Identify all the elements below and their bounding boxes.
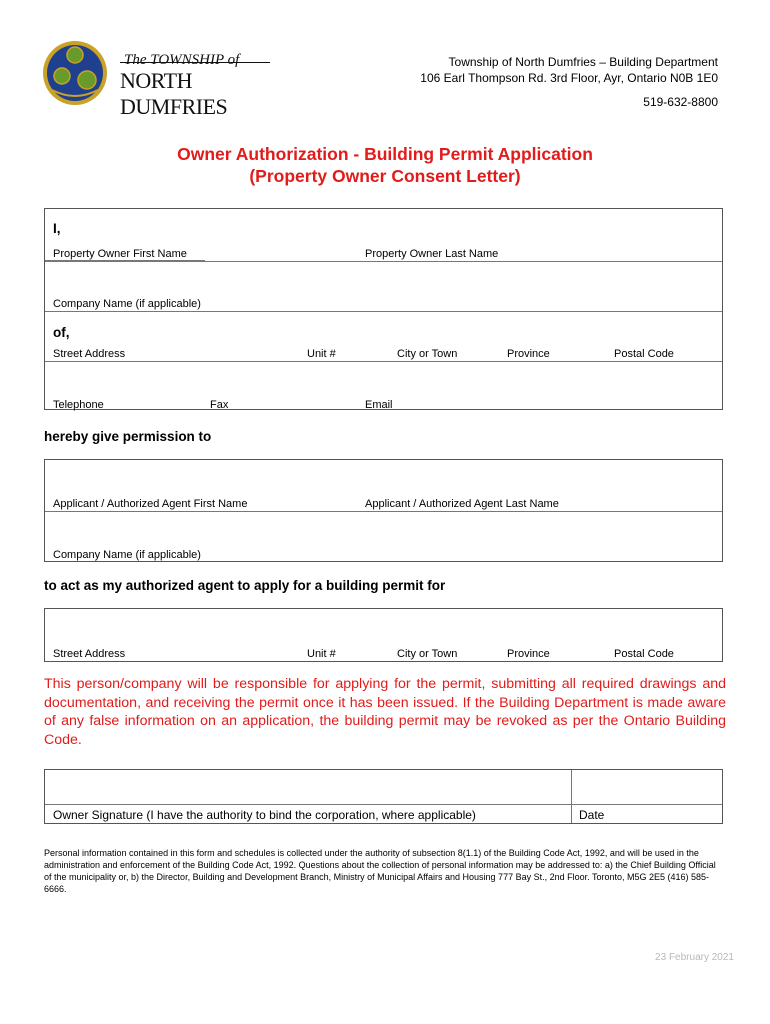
- agent-info-box: [44, 459, 723, 562]
- owner-company-label: Company Name (if applicable): [53, 298, 201, 310]
- revision-date: 23 February 2021: [655, 952, 734, 963]
- agent-last-name-label: Applicant / Authorized Agent Last Name: [365, 498, 559, 510]
- owner-fax-label: Fax: [210, 399, 229, 411]
- property-province-label: Province: [507, 648, 550, 660]
- logo-line-1: The TOWNSHIP of: [124, 52, 240, 68]
- dept-name: Township of North Dumfries – Building Department: [448, 55, 718, 69]
- owner-signature-label: Owner Signature (I have the authority to bind the corporation, where applicable): [53, 808, 476, 822]
- agent-first-name-label: Applicant / Authorized Agent First Name: [53, 498, 248, 510]
- property-unit-label: Unit #: [307, 648, 336, 660]
- owner-last-name-label: Property Owner Last Name: [365, 248, 499, 260]
- privacy-notice: Personal information contained in this form and schedules is collected under the authority of subsection 8(1.1) of the Building Code Act, 1992, and will be used in the administration and enforcement of the Building Code Act, 1992. Questions about the collection of personal information may be addressed to: a) the Chief Building Official of the municipality or, b) the Director, Building and Development Branch, Ministry of Municipal Affairs and Housing 777 Bay St., 2nd Floor. Toronto, M5G 2E5 (416) 585-6666.: [44, 848, 716, 894]
- owner-city-label: City or Town: [397, 348, 458, 360]
- form-subtitle: (Property Owner Consent Letter): [249, 166, 521, 186]
- owner-unit-label: Unit #: [307, 348, 336, 360]
- permission-heading: hereby give permission to: [44, 429, 212, 444]
- owner-province-label: Province: [507, 348, 550, 360]
- signature-box: [44, 769, 723, 824]
- property-postal-label: Postal Code: [614, 648, 674, 660]
- owner-info-box: [44, 208, 723, 410]
- owner-telephone-label: Telephone: [53, 399, 104, 411]
- township-logo: [42, 40, 292, 119]
- date-label: Date: [579, 808, 605, 822]
- property-info-box: [44, 608, 723, 662]
- dept-address: 106 Earl Thompson Rd. 3rd Floor, Ayr, Ontario N0B 1E0: [420, 71, 718, 85]
- form-title: Owner Authorization - Building Permit Application: [177, 144, 593, 164]
- property-street-label: Street Address: [53, 648, 126, 660]
- owner-postal-label: Postal Code: [614, 348, 674, 360]
- logo-line-2: NORTH DUMFRIES: [120, 68, 228, 119]
- owner-of-label: of,: [53, 325, 70, 340]
- dept-phone: 519-632-8800: [643, 95, 718, 109]
- owner-street-label: Street Address: [53, 348, 126, 360]
- logo-rule: [120, 62, 270, 63]
- owner-intro: I,: [53, 221, 61, 236]
- act-as-heading: to act as my authorized agent to apply for a building permit for: [44, 578, 446, 593]
- property-city-label: City or Town: [397, 648, 458, 660]
- agent-company-label: Company Name (if applicable): [53, 549, 201, 561]
- responsibility-warning: This person/company will be responsible for applying for the permit, submitting all required drawings and documentation, and receiving the permit once it has been issued. If the Building Department is made aware of any false information on an application, the building permit may be revoked as per the Ontario Building Code.: [44, 676, 726, 748]
- owner-first-name-label: Property Owner First Name: [53, 248, 187, 260]
- owner-email-label: Email: [365, 399, 393, 411]
